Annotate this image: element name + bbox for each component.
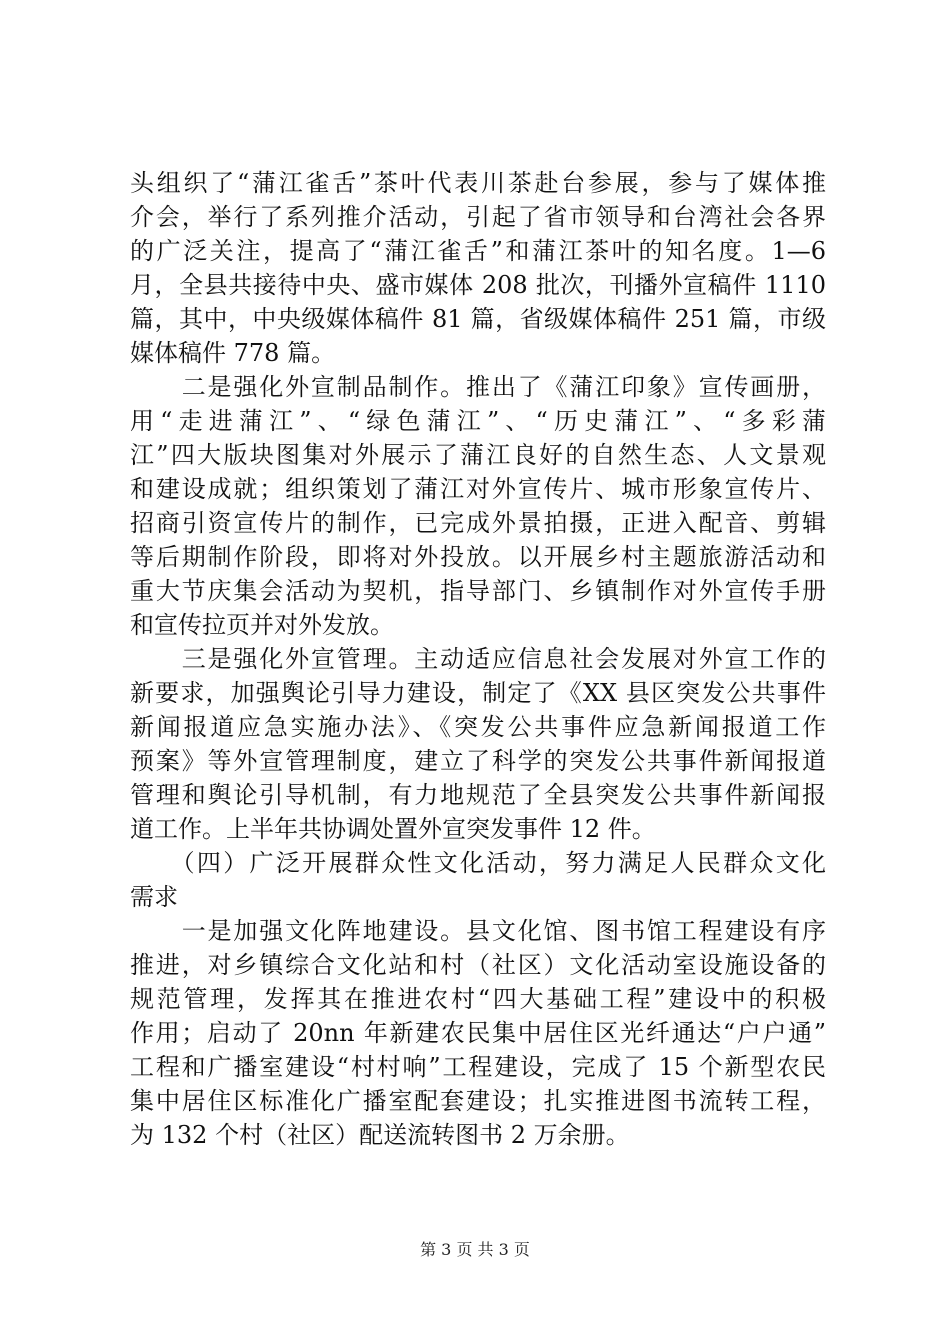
text-line: 管理和舆论引导机制，有力地规范了全县突发公共事件新闻报: [130, 781, 826, 809]
text-line: 预案》等外宣管理制度，建立了科学的突发公共事件新闻报道: [130, 747, 826, 775]
section-heading-line: （四）广泛开展群众性文化活动，努力满足人民群众文化: [130, 849, 826, 877]
text-line: 一是加强文化阵地建设。县文化馆、图书馆工程建设有序: [130, 917, 826, 945]
text-line: 和建设成就；组织策划了蒲江对外宣传片、城市形象宣传片、: [130, 475, 826, 503]
text-line: 江”四大版块图集对外展示了蒲江良好的自然生态、人文景观: [130, 441, 826, 469]
text-line: 媒体稿件 778 篇。: [130, 339, 336, 367]
text-line: 月，全县共接待中央、盛市媒体 208 批次，刊播外宣稿件 1110: [130, 271, 826, 299]
text-line: 重大节庆集会活动为契机，指导部门、乡镇制作对外宣传手册: [130, 577, 826, 605]
text-line: 的广泛关注，提高了“蒲江雀舌”和蒲江茶叶的知名度。1—6: [130, 237, 826, 265]
text-line: 介会，举行了系列推介活动，引起了省市领导和台湾社会各界: [130, 203, 826, 231]
text-line: 推进，对乡镇综合文化站和村（社区）文化活动室设施设备的: [130, 951, 826, 979]
text-line: 新闻报道应急实施办法》、《突发公共事件应急新闻报道工作: [130, 713, 826, 741]
text-line: 和宣传拉页并对外发放。: [130, 611, 394, 639]
text-line: 二是强化外宣制品制作。推出了《蒲江印象》宣传画册，: [130, 373, 826, 401]
text-line: 道工作。上半年共协调处置外宣突发事件 12 件。: [130, 815, 656, 843]
text-line: 篇，其中，中央级媒体稿件 81 篇，省级媒体稿件 251 篇，市级: [130, 305, 826, 333]
text-line: 为 132 个村（社区）配送流转图书 2 万余册。: [130, 1121, 630, 1149]
text-line: 作用；启动了 20nn 年新建农民集中居住区光纤通达“户户通”: [130, 1019, 826, 1047]
page-footer: 第 3 页 共 3 页: [420, 1240, 530, 1259]
text-line: 集中居住区标准化广播室配套建设；扎实推进图书流转工程，: [130, 1087, 826, 1115]
text-line: 新要求，加强舆论引导力建设，制定了《XX 县区突发公共事件: [130, 679, 826, 707]
text-line: 工程和广播室建设“村村响”工程建设，完成了 15 个新型农民: [130, 1053, 826, 1081]
text-line: 规范管理，发挥其在推进农村“四大基础工程”建设中的积极: [130, 985, 826, 1013]
document-body: [130, 166, 826, 1152]
text-line: 用“走进蒲江”、“绿色蒲江”、“历史蒲江”、“多彩蒲: [130, 407, 826, 435]
text-line: 招商引资宣传片的制作，已完成外景拍摄，正进入配音、剪辑: [130, 509, 826, 537]
text-line: 等后期制作阶段，即将对外投放。以开展乡村主题旅游活动和: [130, 543, 826, 571]
text-line: 三是强化外宣管理。主动适应信息社会发展对外宣工作的: [130, 645, 826, 673]
text-line: 头组织了“蒲江雀舌”茶叶代表川茶赴台参展，参与了媒体推: [130, 169, 826, 197]
section-heading-line: 需求: [130, 883, 178, 911]
